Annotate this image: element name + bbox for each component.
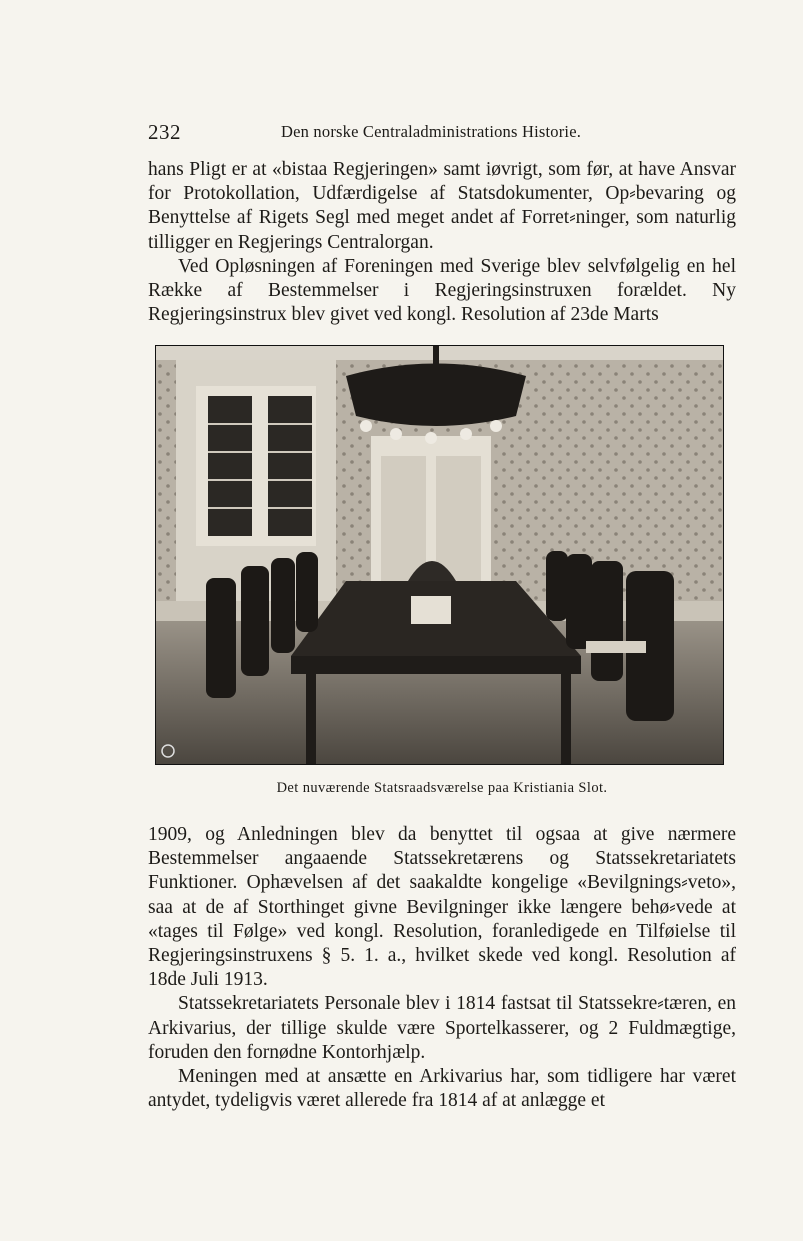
running-title: Den norske Centraladministrations Historie. <box>281 122 582 141</box>
body-text-top <box>148 158 736 327</box>
page-number: 232 <box>148 120 181 144</box>
paragraph: hans Pligt er at «bistaa Regjeringen» samt iøvrigt, som før, at have Ansvar for Protokollation, Udfærdigelse af Statsdokumenter, Op⸗bevaring og Benyttelse af Rigets Segl med meget andet af Forret⸗ninger, som naturlig tilligger en Regjerings Centralorgan. <box>148 159 736 253</box>
figure-caption: Det nuværende Statsraadsværelse paa Kristiania Slot. <box>276 780 608 796</box>
body-text-bottom <box>148 823 736 1113</box>
paragraph: Statssekretariatets Personale blev i 1814 fastsat til Statssekre⸗tæren, en Arkivarius, der tillige skulde være Sportelkasserer, og 2 Fuldmægtige, foruden den fornødne Kontorhjælp. <box>148 993 736 1063</box>
paragraph: 1909, og Anledningen blev da benyttet til ogsaa at give nærmere Bestemmelser angaaende Statssekretærens og Statssekretariatets Funktioner. Ophævelsen af det saakaldte kongelige «Bevilgnings⸗veto», saa at de af Storthinget givne Bevilgninger ikke længere behø⸗vede at «tages til Følge» ved kongl. Resolution, foranledigede en Tilføielse til Regjeringsinstruxens § 5. 1. a., hvilket skede ved kongl. Resolution af 18de Juli 1913. <box>148 824 736 991</box>
photograph-council-room <box>155 345 724 765</box>
paragraph: Ved Opløsningen af Foreningen med Sverige blev selvfølgelig en hel Række af Bestemmelser i Regjeringsinstruxen forældet. Ny Regjeringsinstrux blev givet ved kongl. Resolution af 23de Marts <box>148 255 736 326</box>
paragraph: Meningen med at ansætte en Arkivarius har, som tidligere har været antydet, tydeligvis været allerede fra 1814 af at anlægge et <box>148 1066 736 1112</box>
page-header <box>148 120 736 146</box>
